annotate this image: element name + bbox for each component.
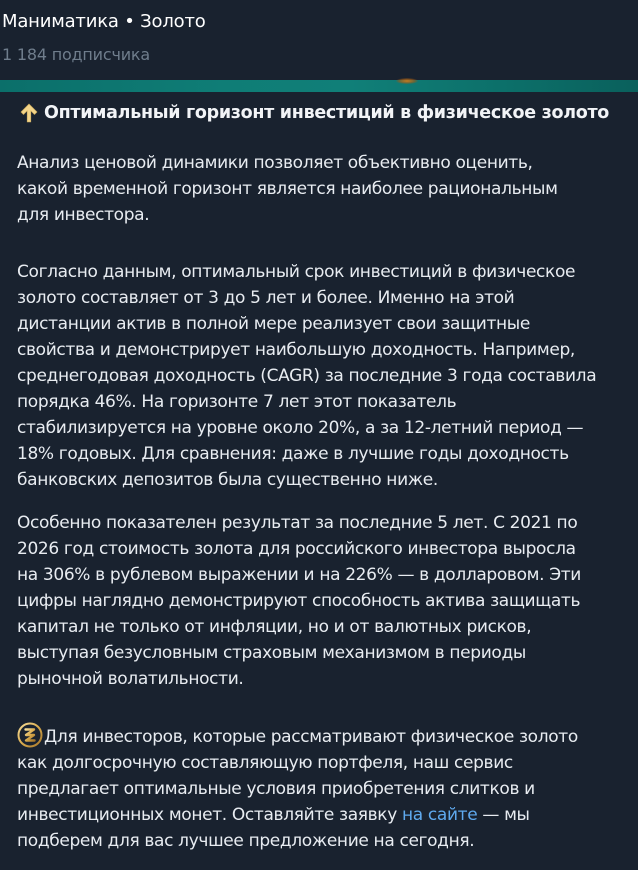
paragraph-horizon [17, 259, 629, 493]
text-line: свойства и демонстрирует наибольшую доходность. Например, [17, 340, 575, 360]
cta-text: инвестиционных монет. Оставляйте заявку [17, 805, 402, 825]
text-line [17, 722, 629, 750]
post-title [19, 102, 609, 124]
paragraph-intro [17, 150, 629, 228]
text-line: предлагает оптимальные условия приобретения слитков и [17, 779, 535, 799]
text-line: как долгосрочную составляющую портфеля, наш сервис [17, 753, 513, 773]
cta-text: — мы [477, 805, 530, 825]
text-line: дистанции актив в полной мере реализует свои защитные [17, 314, 530, 334]
text-line [17, 802, 629, 828]
text-line: рыночной волатильности. [17, 669, 244, 689]
text-line: для инвестора. [17, 205, 150, 225]
text-line: Согласно данным, оптимальный срок инвестиций в физическое [17, 262, 576, 282]
text-line: цифры наглядно демонстрируют способность актива защищать [17, 591, 581, 611]
post-title-text: Оптимальный горизонт инвестиций в физическое золото [44, 103, 610, 123]
text-line: капитал не только от инфляции, но и от валютных рисков, [17, 617, 532, 637]
text-line: на 306% в рублевом выражении и на 226% — в долларовом. Эти [17, 565, 582, 585]
paragraph-results [17, 510, 629, 692]
channel-title[interactable]: Маниматика • Золото [2, 11, 206, 32]
subscriber-count: 1 184 подписчика [2, 45, 150, 64]
text-line: золото составляет от 3 до 5 лет и более. Именно на этой [17, 288, 515, 308]
paragraph-call-to-action [17, 722, 629, 854]
up-arrow-icon [19, 102, 39, 124]
text-line: какой временной горизонт является наиболее рациональным [17, 179, 558, 199]
text-line: среднегодовая доходность (CAGR) за последние 3 года составила [17, 366, 597, 386]
text-line: Особенно показателен результат за последние 5 лет. С 2021 по [17, 513, 578, 533]
text-line: 18% годовых. Для сравнения: даже в лучшие годы доходность [17, 444, 569, 464]
text-line: 2026 год стоимость золота для российского инвестора выросла [17, 539, 576, 559]
text-line: порядка 46%. На горизонте 7 лет этот показатель [17, 392, 457, 412]
banner-image-detail [396, 78, 418, 84]
text-line: выступая безусловным страховым механизмом в периоды [17, 643, 526, 663]
gold-logo-icon [17, 722, 43, 748]
text-line: банковских депозитов была существенно ниже. [17, 470, 438, 490]
cta-text: Для инвесторов, которые рассматривают физическое золото [44, 727, 578, 747]
text-line: Анализ ценовой динамики позволяет объективно оценить, [17, 153, 533, 173]
channel-header[interactable] [0, 0, 638, 80]
text-line: подберем для вас лучшее предложение на сегодня. [17, 831, 475, 851]
text-line: стабилизируется на уровне около 20%, а за 12-летний период — [17, 418, 584, 438]
website-link[interactable]: на сайте [402, 805, 478, 825]
post-image-banner[interactable] [0, 80, 638, 92]
